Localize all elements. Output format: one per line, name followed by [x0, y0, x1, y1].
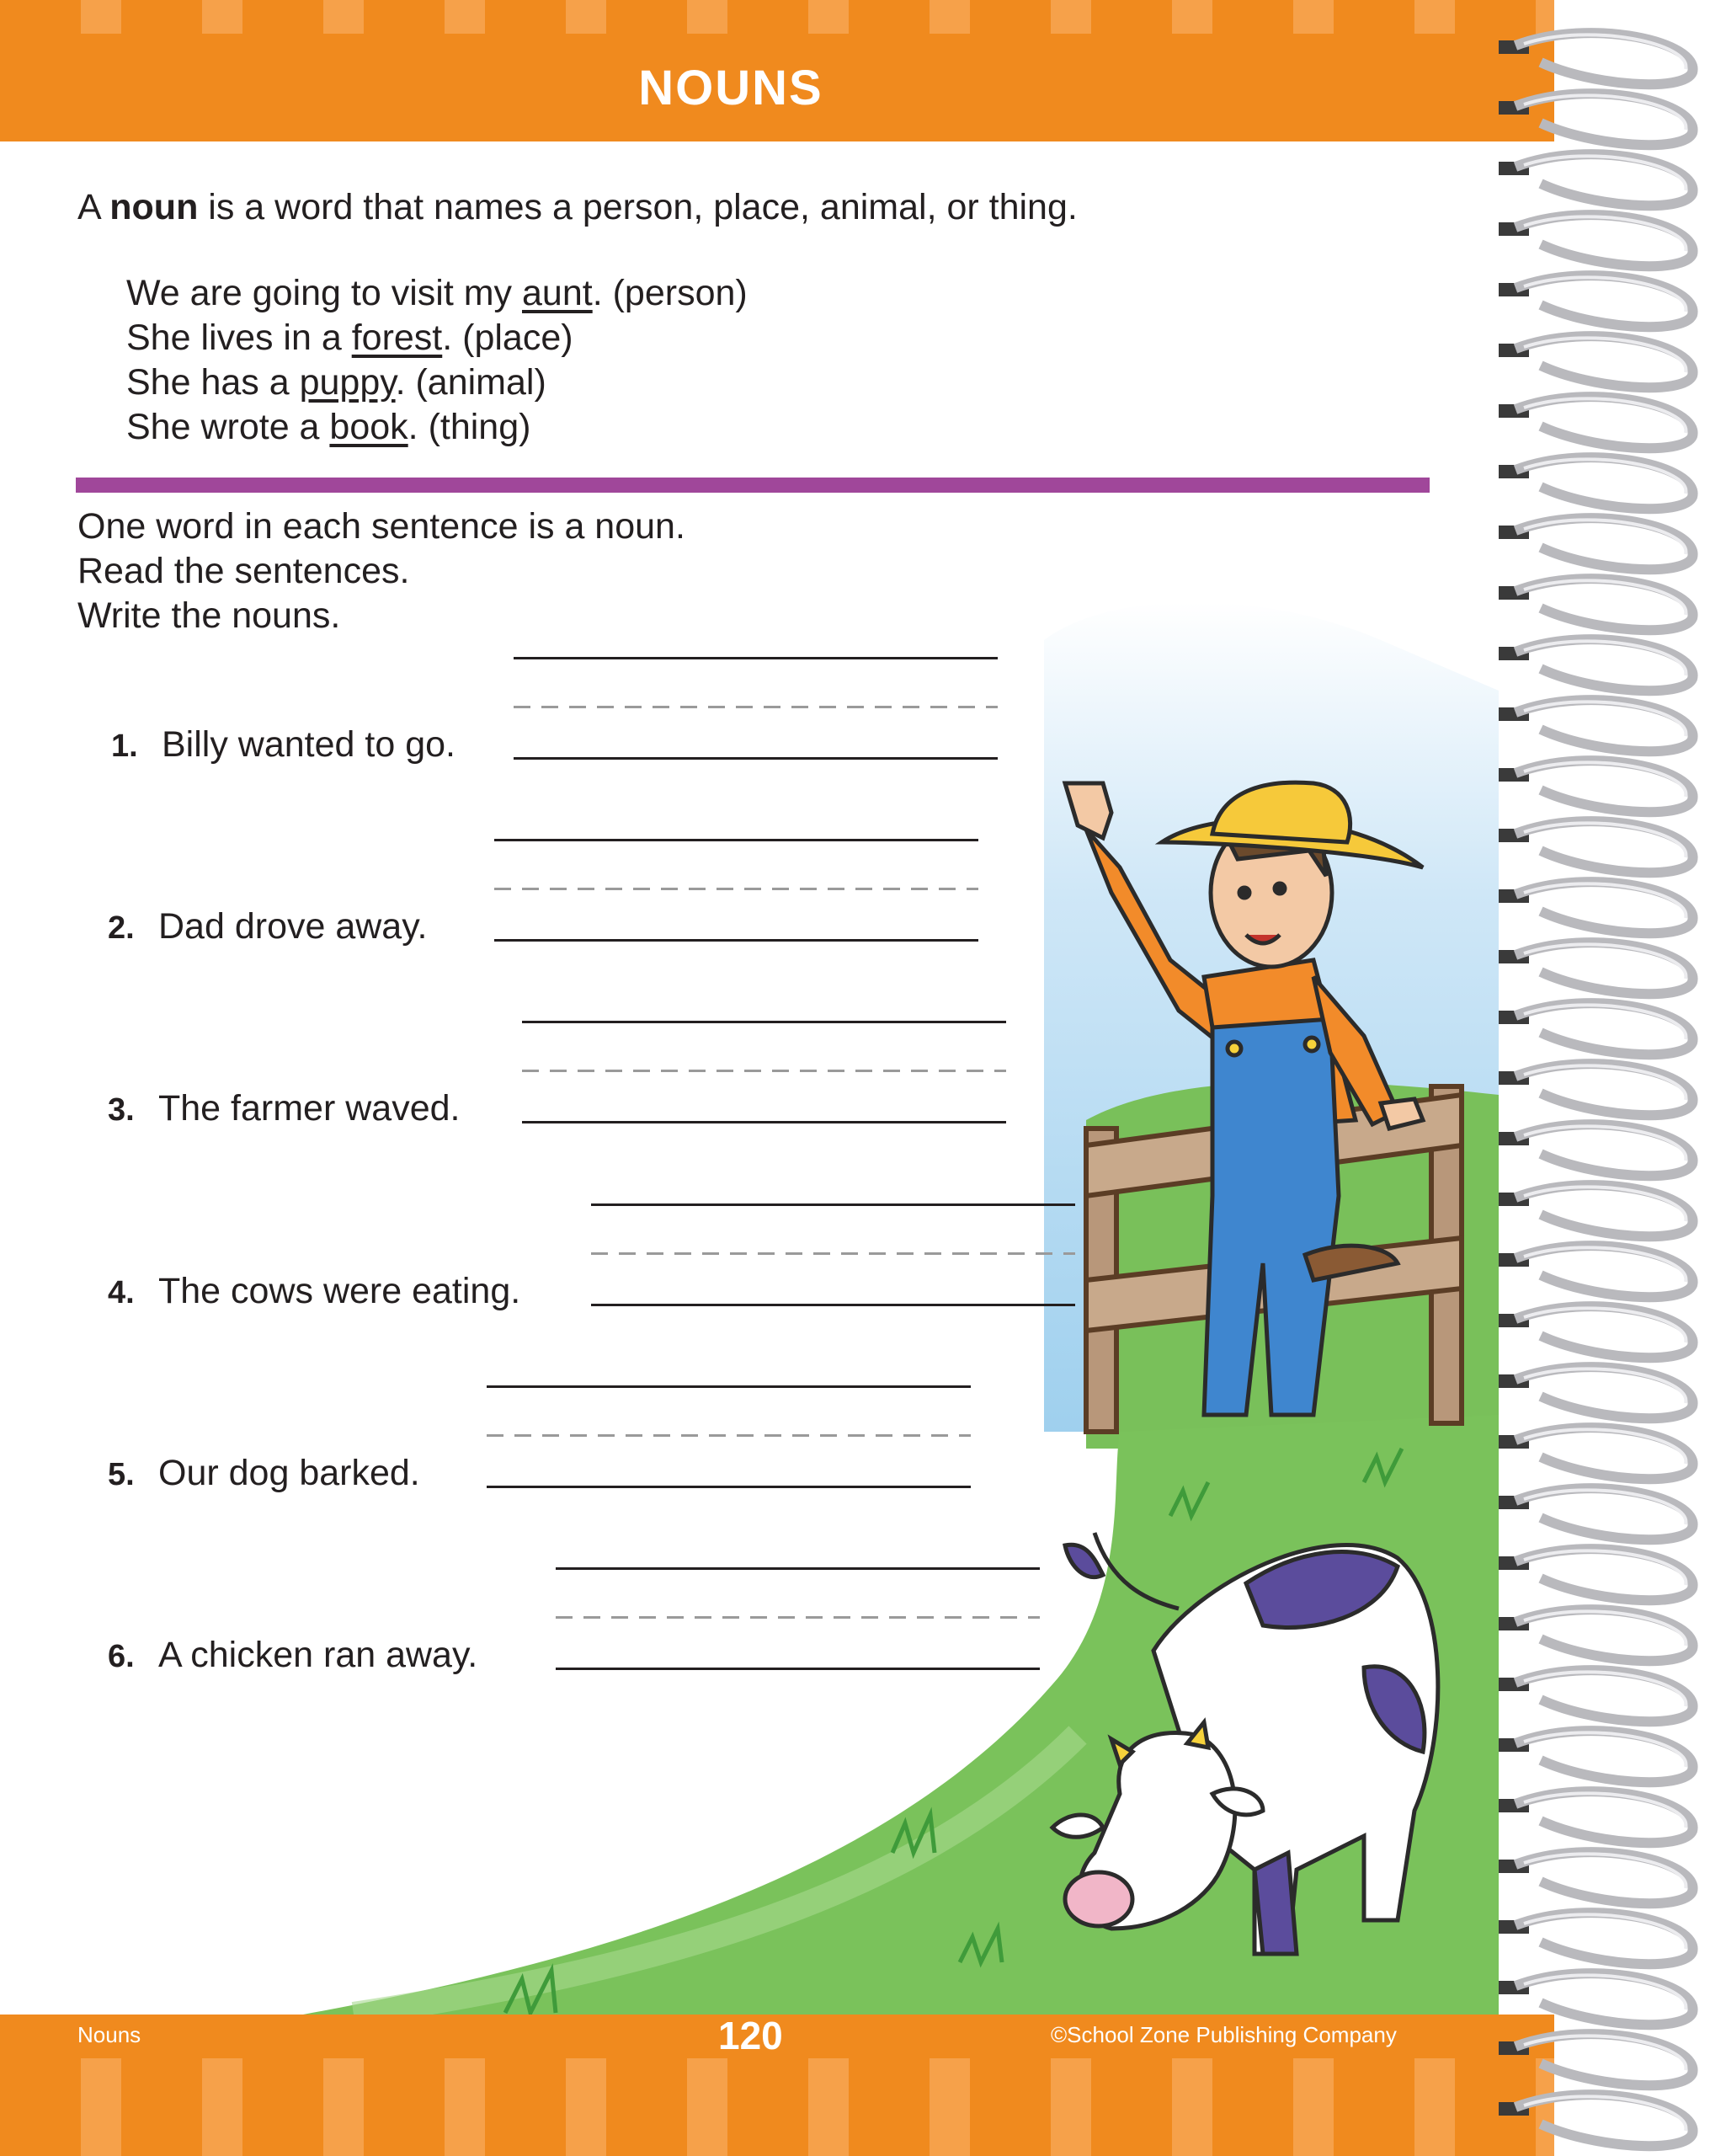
definition-post: is a word that names a person, place, animal, or thing. [198, 187, 1078, 227]
answer-line-2[interactable] [494, 939, 978, 942]
question-item [108, 1271, 520, 1312]
footer-section: Nouns [77, 2022, 141, 2047]
instructions [77, 504, 685, 638]
question-number: 4. [108, 1275, 135, 1310]
definition-text [77, 184, 1078, 231]
footer-copyright: ©School Zone Publishing Company [1051, 2022, 1397, 2047]
writing-top-line [514, 657, 998, 659]
writing-midline [522, 1070, 1006, 1072]
section-divider [76, 478, 1430, 493]
question-item [108, 906, 427, 947]
example-noun: forest [351, 318, 443, 358]
question-number: 2. [108, 910, 135, 946]
question-sentence: Billy wanted to go. [162, 724, 455, 765]
question-item [111, 724, 455, 766]
writing-midline [487, 1434, 971, 1437]
question-number: 5. [108, 1457, 135, 1492]
instruction-line: Read the sentences. [77, 551, 410, 591]
instruction-line: One word in each sentence is a noun. [77, 506, 685, 547]
writing-midline [591, 1252, 1075, 1255]
writing-top-line [522, 1021, 1006, 1023]
definition-keyword: noun [109, 187, 199, 227]
example-sentence: She lives in a forest. (place) [126, 318, 573, 358]
example-sentences [126, 271, 748, 450]
page-title: NOUNS [638, 60, 823, 115]
answer-line-1[interactable] [514, 757, 998, 760]
definition-pre: A [77, 187, 110, 227]
question-number: 3. [108, 1092, 135, 1128]
instruction-line: Write the nouns. [77, 595, 341, 636]
question-sentence: Our dog barked. [158, 1453, 420, 1493]
question-sentence: The cows were eating. [158, 1271, 521, 1311]
question-item [108, 1453, 420, 1494]
question-number: 1. [111, 728, 138, 764]
question-number: 6. [108, 1639, 135, 1674]
spiral-binding [1490, 0, 1710, 2156]
example-noun: aunt [522, 273, 593, 313]
question-item [108, 1088, 460, 1129]
writing-midline [514, 706, 998, 708]
example-noun: book [329, 407, 408, 447]
example-sentence: She wrote a book. (thing) [126, 407, 531, 447]
writing-midline [556, 1616, 1040, 1619]
example-noun: puppy [299, 362, 396, 403]
answer-line-3[interactable] [522, 1121, 1006, 1123]
question-sentence: A chicken ran away. [158, 1635, 478, 1675]
page-number: 120 [718, 2014, 783, 2057]
answer-line-4[interactable] [591, 1304, 1075, 1306]
writing-top-line [487, 1385, 971, 1388]
writing-top-line [494, 839, 978, 841]
writing-top-line [591, 1203, 1075, 1206]
question-sentence: Dad drove away. [158, 906, 428, 947]
writing-top-line [556, 1567, 1040, 1570]
answer-line-5[interactable] [487, 1486, 971, 1488]
answer-line-6[interactable] [556, 1668, 1040, 1670]
question-sentence: The farmer waved. [158, 1088, 461, 1129]
footer-stripe [0, 2058, 1554, 2156]
question-item [108, 1635, 477, 1676]
example-sentence: We are going to visit my aunt. (person) [126, 273, 748, 313]
example-sentence: She has a puppy. (animal) [126, 362, 546, 403]
writing-midline [494, 888, 978, 890]
